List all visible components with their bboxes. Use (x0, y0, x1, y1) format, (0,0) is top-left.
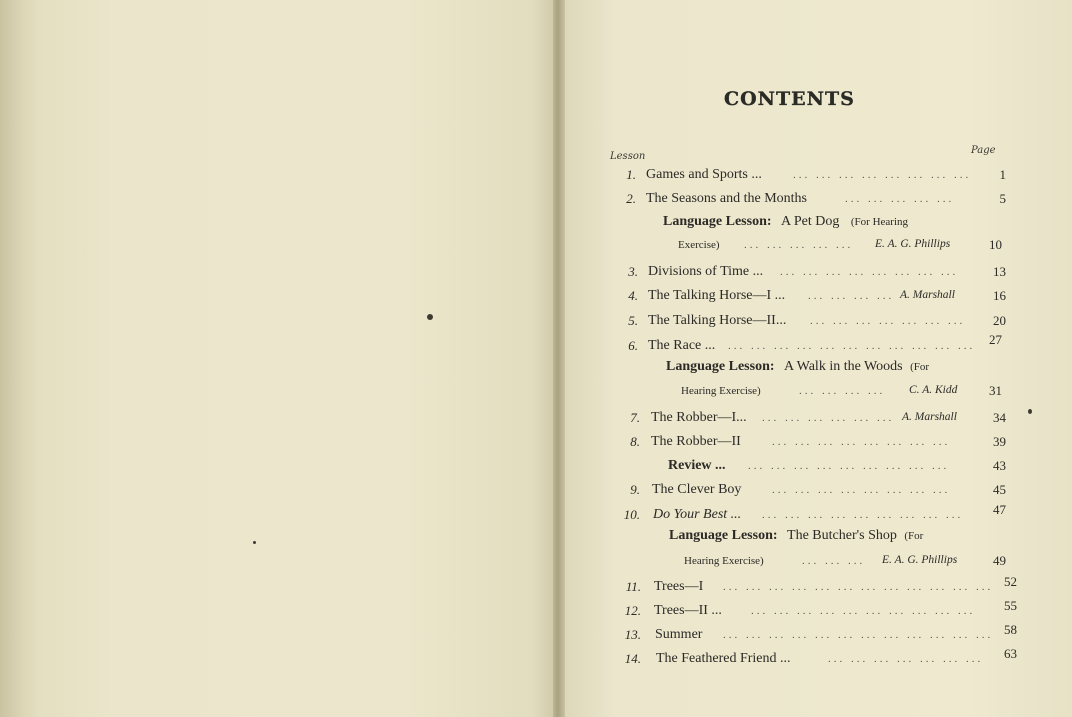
leader-dots: ... ... ... ... ... ... ... (810, 315, 966, 327)
left-page-edge (0, 0, 40, 717)
page-number: 52 (1004, 574, 1017, 589)
lesson-title: The Seasons and the Months (646, 191, 807, 206)
ink-speck (1028, 409, 1032, 414)
lesson-number: 4. (628, 288, 638, 303)
page-number: 16 (993, 288, 1006, 303)
page-number: 27 (989, 332, 1002, 347)
lesson-number: 2. (626, 191, 636, 206)
toc-entry (613, 646, 1017, 671)
leader-dots: ... ... ... ... (808, 290, 895, 302)
page-number: 10 (989, 237, 1002, 252)
leader-dots: ... ... ... ... ... ... ... ... ... ... ... (728, 340, 976, 352)
page-number: 58 (1004, 622, 1017, 637)
page-number: 47 (993, 502, 1006, 517)
lesson-number: 10. (623, 507, 640, 522)
book-gutter (553, 0, 565, 717)
language-lesson-label: Language Lesson: (663, 214, 772, 229)
leader-dots: ... ... ... ... (799, 385, 886, 397)
toc-entry (610, 264, 1010, 284)
author-name: A. Marshall (900, 289, 955, 301)
page-number: 31 (989, 383, 1002, 398)
language-lesson-title: The Butcher's Shop (787, 528, 897, 543)
leader-dots: ... ... ... ... ... ... ... ... ... ... (751, 605, 976, 617)
page-number: 63 (1004, 646, 1017, 661)
language-lesson-entry (669, 528, 923, 544)
author-name: E. A. G. Phillips (875, 238, 951, 250)
lesson-title: Summer (655, 627, 703, 642)
lesson-number: 12. (624, 603, 641, 618)
toc-entry (612, 502, 1012, 527)
lesson-number: 3. (628, 264, 638, 279)
toc-entry (612, 482, 1012, 502)
lesson-column-header: Lesson (610, 151, 646, 162)
language-lesson-note: Hearing Exercise) (681, 385, 761, 397)
page-number: 34 (993, 410, 1006, 425)
lesson-title: The Talking Horse—II... (648, 313, 787, 328)
lesson-title: Games and Sports ... (646, 167, 762, 182)
language-lesson-entry-cont (681, 383, 1011, 399)
toc-entry (613, 622, 1017, 647)
leader-dots: ... ... ... ... ... ... ... ... (772, 484, 951, 496)
page-title: CONTENTS (724, 88, 855, 110)
page-number: 39 (993, 434, 1006, 449)
lesson-title: Do Your Best ... (653, 507, 742, 522)
lesson-number: 13. (624, 627, 641, 642)
leader-dots: ... ... ... ... ... ... ... ... ... ... ... ... (723, 581, 994, 593)
ink-speck (253, 541, 256, 544)
lesson-title: The Feathered Friend ... (656, 651, 791, 666)
leader-dots: ... ... ... ... ... (744, 239, 854, 251)
language-lesson-title: A Walk in the Woods (784, 359, 903, 374)
author-name: C. A. Kidd (909, 384, 958, 396)
page-number: 43 (993, 458, 1006, 473)
language-lesson-label: Language Lesson: (669, 528, 778, 543)
page-number: 13 (993, 264, 1006, 279)
review-label: Review ... (668, 458, 726, 473)
author-name: E. A. G. Phillips (882, 554, 958, 566)
lesson-title: The Race ... (648, 338, 716, 353)
toc-entry (610, 332, 1010, 358)
language-lesson-note: Hearing Exercise) (684, 555, 764, 567)
leader-dots: ... ... ... ... ... ... ... ... ... (748, 460, 950, 472)
page-column-header: Page (971, 145, 996, 156)
language-lesson-label: Language Lesson: (666, 359, 775, 374)
page-number: 45 (993, 482, 1006, 497)
lesson-number: 9. (630, 482, 640, 497)
lesson-title: The Robber—II (651, 434, 741, 449)
page-number: 1 (999, 167, 1006, 182)
leader-dots: ... ... ... ... ... ... ... ... ... (762, 509, 964, 521)
leader-dots: ... ... ... ... ... ... ... (828, 653, 984, 665)
toc-entry (610, 191, 1010, 211)
language-lesson-title: A Pet Dog (781, 214, 840, 229)
lesson-number: 1. (626, 167, 636, 182)
lesson-number: 7. (630, 410, 640, 425)
language-lesson-note: (For (904, 530, 924, 542)
page-number: 20 (993, 313, 1006, 328)
language-lesson-entry (666, 359, 929, 375)
leader-dots: ... ... ... ... ... ... (762, 412, 895, 424)
lesson-title: Trees—I (654, 579, 704, 594)
page-number: 55 (1004, 598, 1017, 613)
leader-dots: ... ... ... ... ... (845, 193, 955, 205)
review-entry (612, 458, 1012, 478)
toc-entry (613, 598, 1017, 623)
lesson-number: 11. (625, 579, 641, 594)
leader-dots: ... ... ... (802, 555, 866, 567)
toc-entry (612, 410, 1012, 430)
toc-entry (610, 167, 1010, 187)
language-lesson-entry-cont (678, 237, 1010, 253)
language-lesson-entry-cont (684, 553, 1006, 569)
language-lesson-note: (For (910, 361, 930, 373)
lesson-title: The Robber—I... (651, 410, 747, 425)
toc-entry (610, 288, 1010, 308)
toc-entry (612, 434, 1012, 454)
lesson-title: The Talking Horse—I ... (648, 288, 786, 303)
lesson-title: Divisions of Time ... (648, 264, 764, 279)
toc-entry (613, 574, 1017, 599)
leader-dots: ... ... ... ... ... ... ... ... (793, 169, 972, 181)
lesson-number: 5. (628, 313, 638, 328)
leader-dots: ... ... ... ... ... ... ... ... (780, 266, 959, 278)
language-lesson-note: Exercise) (678, 239, 720, 251)
toc-entry (610, 313, 1010, 333)
page-number: 49 (993, 553, 1006, 568)
lesson-number: 6. (628, 338, 638, 353)
leader-dots: ... ... ... ... ... ... ... ... ... ... ... ... (723, 629, 994, 641)
ink-speck (427, 314, 433, 320)
lesson-title: Trees—II ... (654, 603, 722, 618)
author-name: A. Marshall (902, 411, 957, 423)
leader-dots: ... ... ... ... ... ... ... ... (772, 436, 951, 448)
lesson-number: 8. (630, 434, 640, 449)
language-lesson-note: (For Hearing (850, 216, 908, 228)
lesson-number: 14. (624, 651, 641, 666)
language-lesson-entry (663, 214, 908, 230)
left-page (38, 0, 558, 717)
lesson-title: The Clever Boy (652, 482, 742, 497)
page-number: 5 (999, 191, 1006, 206)
